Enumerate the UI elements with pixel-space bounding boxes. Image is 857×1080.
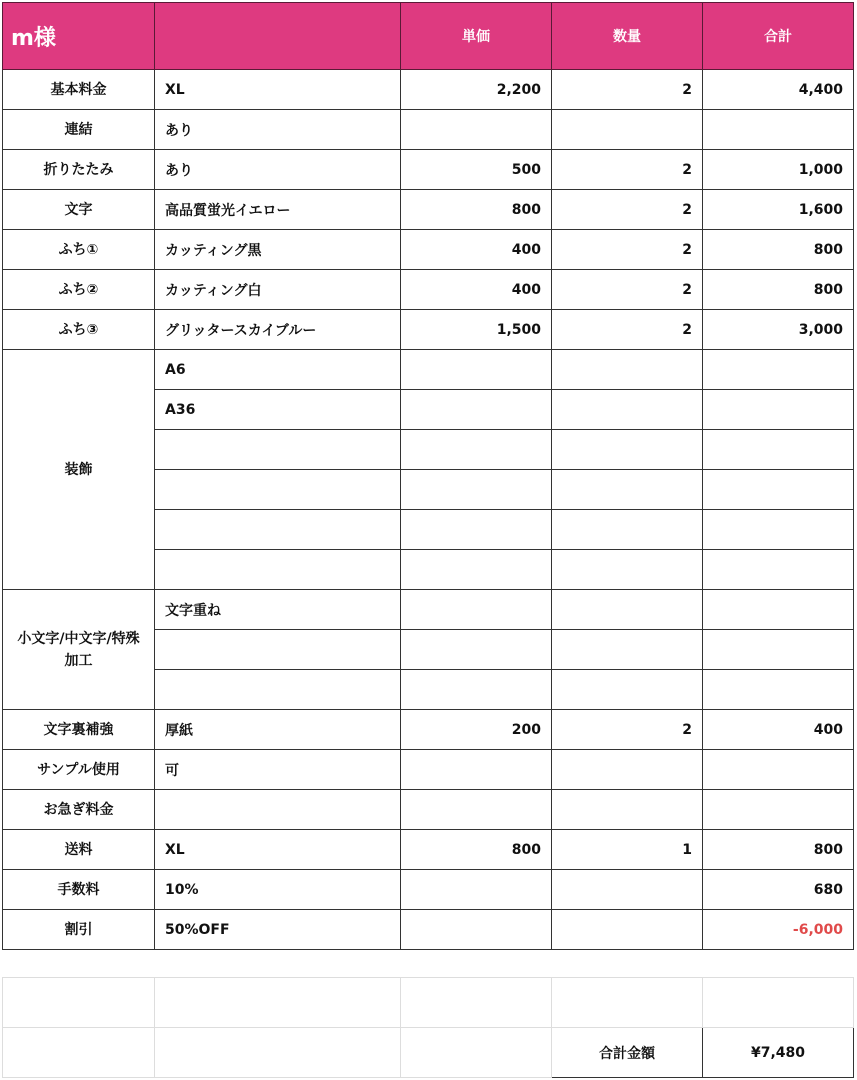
- cell-total[interactable]: [703, 790, 854, 830]
- header-item[interactable]: [155, 3, 401, 70]
- cell-price[interactable]: [401, 110, 552, 150]
- cell-item[interactable]: [155, 510, 401, 550]
- cell-qty[interactable]: [552, 110, 703, 150]
- cell-price[interactable]: [401, 750, 552, 790]
- header-quantity[interactable]: 数量: [552, 3, 703, 70]
- cell-item[interactable]: XL: [155, 70, 401, 110]
- row-soshoku: [3, 350, 854, 390]
- cell-qty[interactable]: [552, 350, 703, 390]
- row-fuchi1: [3, 230, 854, 270]
- cell-qty[interactable]: 2: [552, 70, 703, 110]
- cell-item[interactable]: 高品質蛍光イエロー: [155, 190, 401, 230]
- grand-total-row: [3, 1028, 854, 1078]
- cell-label[interactable]: 送料: [3, 830, 155, 870]
- cell-qty[interactable]: [552, 630, 703, 670]
- cell-total[interactable]: 1,600: [703, 190, 854, 230]
- row-kakou: [3, 590, 854, 630]
- blank-cell[interactable]: [703, 978, 854, 1028]
- cell-qty[interactable]: 2: [552, 150, 703, 190]
- row-uraho: [3, 710, 854, 750]
- blank-row: [3, 978, 854, 1028]
- cell-item[interactable]: 文字重ね: [155, 590, 401, 630]
- cell-price[interactable]: 800: [401, 830, 552, 870]
- cell-qty[interactable]: [552, 470, 703, 510]
- cell-total[interactable]: [703, 350, 854, 390]
- header-unit-price[interactable]: 単価: [401, 3, 552, 70]
- cell-item[interactable]: A6: [155, 350, 401, 390]
- cell-price[interactable]: [401, 350, 552, 390]
- cell-total[interactable]: [703, 110, 854, 150]
- cell-price[interactable]: [401, 510, 552, 550]
- blank-cell[interactable]: [552, 978, 703, 1028]
- cell-total[interactable]: 3,000: [703, 310, 854, 350]
- cell-label[interactable]: 連結: [3, 110, 155, 150]
- cell-total[interactable]: 800: [703, 270, 854, 310]
- cell-total[interactable]: 4,400: [703, 70, 854, 110]
- cell-price[interactable]: 2,200: [401, 70, 552, 110]
- summary-area: [2, 977, 854, 1078]
- cell-price[interactable]: [401, 790, 552, 830]
- cell-label[interactable]: 小文字/中文字/特殊加工: [3, 590, 155, 710]
- header-total[interactable]: 合計: [703, 3, 854, 70]
- cell-qty[interactable]: [552, 750, 703, 790]
- cell-total[interactable]: [703, 590, 854, 630]
- cell-total[interactable]: [703, 750, 854, 790]
- cell-total-discount[interactable]: -6,000: [703, 910, 854, 950]
- cell-label[interactable]: ふち②: [3, 270, 155, 310]
- cell-price[interactable]: 800: [401, 190, 552, 230]
- cell-total[interactable]: [703, 550, 854, 590]
- cell-qty[interactable]: 2: [552, 310, 703, 350]
- customer-title[interactable]: m様: [3, 3, 155, 70]
- grand-total-value[interactable]: ¥7,480: [703, 1028, 854, 1078]
- cell-price[interactable]: 200: [401, 710, 552, 750]
- cell-total[interactable]: [703, 470, 854, 510]
- cell-total[interactable]: 400: [703, 710, 854, 750]
- cell-item[interactable]: あり: [155, 150, 401, 190]
- cell-label[interactable]: 装飾: [3, 350, 155, 590]
- cell-price[interactable]: [401, 390, 552, 430]
- cell-item[interactable]: カッティング黒: [155, 230, 401, 270]
- cell-item[interactable]: [155, 470, 401, 510]
- row-oisogi: [3, 790, 854, 830]
- cell-qty[interactable]: [552, 430, 703, 470]
- cell-label[interactable]: ふち①: [3, 230, 155, 270]
- cell-qty[interactable]: [552, 510, 703, 550]
- cell-qty[interactable]: [552, 870, 703, 910]
- estimate-table: [2, 2, 854, 950]
- cell-price[interactable]: [401, 470, 552, 510]
- blank-cell[interactable]: [155, 1028, 401, 1078]
- cell-qty[interactable]: [552, 390, 703, 430]
- row-fuchi3: [3, 310, 854, 350]
- cell-price[interactable]: 1,500: [401, 310, 552, 350]
- cell-label[interactable]: 折りたたみ: [3, 150, 155, 190]
- cell-qty[interactable]: 2: [552, 270, 703, 310]
- cell-item[interactable]: A36: [155, 390, 401, 430]
- cell-price[interactable]: 400: [401, 270, 552, 310]
- cell-total[interactable]: [703, 670, 854, 710]
- cell-total[interactable]: [703, 430, 854, 470]
- cell-label[interactable]: 手数料: [3, 870, 155, 910]
- cell-item[interactable]: [155, 550, 401, 590]
- cell-qty[interactable]: 2: [552, 190, 703, 230]
- cell-label[interactable]: 基本料金: [3, 70, 155, 110]
- cell-total[interactable]: 800: [703, 230, 854, 270]
- row-tesuryo: [3, 870, 854, 910]
- cell-total[interactable]: [703, 630, 854, 670]
- cell-item[interactable]: 厚紙: [155, 710, 401, 750]
- cell-qty[interactable]: [552, 670, 703, 710]
- row-kihon: [3, 70, 854, 110]
- cell-item[interactable]: [155, 670, 401, 710]
- blank-cell[interactable]: [3, 1028, 155, 1078]
- cell-item[interactable]: [155, 630, 401, 670]
- cell-price[interactable]: 500: [401, 150, 552, 190]
- cell-total[interactable]: [703, 390, 854, 430]
- cell-item[interactable]: あり: [155, 110, 401, 150]
- cell-label[interactable]: 文字裏補強: [3, 710, 155, 750]
- grand-total-label[interactable]: 合計金額: [552, 1028, 703, 1078]
- blank-cell[interactable]: [401, 978, 552, 1028]
- cell-price[interactable]: [401, 550, 552, 590]
- cell-price[interactable]: [401, 670, 552, 710]
- row-fuchi2: [3, 270, 854, 310]
- row-sample: [3, 750, 854, 790]
- cell-item[interactable]: [155, 430, 401, 470]
- row-renketsu: [3, 110, 854, 150]
- row-moji: [3, 190, 854, 230]
- blank-cell[interactable]: [155, 978, 401, 1028]
- cell-total[interactable]: 680: [703, 870, 854, 910]
- cell-label[interactable]: 割引: [3, 910, 155, 950]
- cell-qty[interactable]: 1: [552, 830, 703, 870]
- cell-item[interactable]: グリッタースカイブルー: [155, 310, 401, 350]
- blank-cell[interactable]: [3, 978, 155, 1028]
- cell-price[interactable]: [401, 430, 552, 470]
- cell-item[interactable]: 10%: [155, 870, 401, 910]
- cell-label[interactable]: ふち③: [3, 310, 155, 350]
- cell-total[interactable]: 1,000: [703, 150, 854, 190]
- cell-item[interactable]: 可: [155, 750, 401, 790]
- cell-price[interactable]: [401, 630, 552, 670]
- cell-total[interactable]: [703, 510, 854, 550]
- row-oritatami: [3, 150, 854, 190]
- header-row: [3, 3, 854, 70]
- cell-item[interactable]: [155, 790, 401, 830]
- cell-label[interactable]: 文字: [3, 190, 155, 230]
- blank-cell[interactable]: [401, 1028, 552, 1078]
- cell-qty[interactable]: 2: [552, 230, 703, 270]
- cell-price[interactable]: [401, 870, 552, 910]
- cell-qty[interactable]: [552, 550, 703, 590]
- row-waribiki: [3, 910, 854, 950]
- row-soryo: [3, 830, 854, 870]
- cell-price[interactable]: 400: [401, 230, 552, 270]
- cell-qty[interactable]: [552, 590, 703, 630]
- cell-qty[interactable]: 2: [552, 710, 703, 750]
- cell-item[interactable]: XL: [155, 830, 401, 870]
- cell-total[interactable]: 800: [703, 830, 854, 870]
- cell-label[interactable]: サンプル使用: [3, 750, 155, 790]
- cell-qty[interactable]: [552, 910, 703, 950]
- cell-qty[interactable]: [552, 790, 703, 830]
- cell-label[interactable]: お急ぎ料金: [3, 790, 155, 830]
- cell-item[interactable]: カッティング白: [155, 270, 401, 310]
- cell-price[interactable]: [401, 590, 552, 630]
- cell-price[interactable]: [401, 910, 552, 950]
- cell-item[interactable]: 50%OFF: [155, 910, 401, 950]
